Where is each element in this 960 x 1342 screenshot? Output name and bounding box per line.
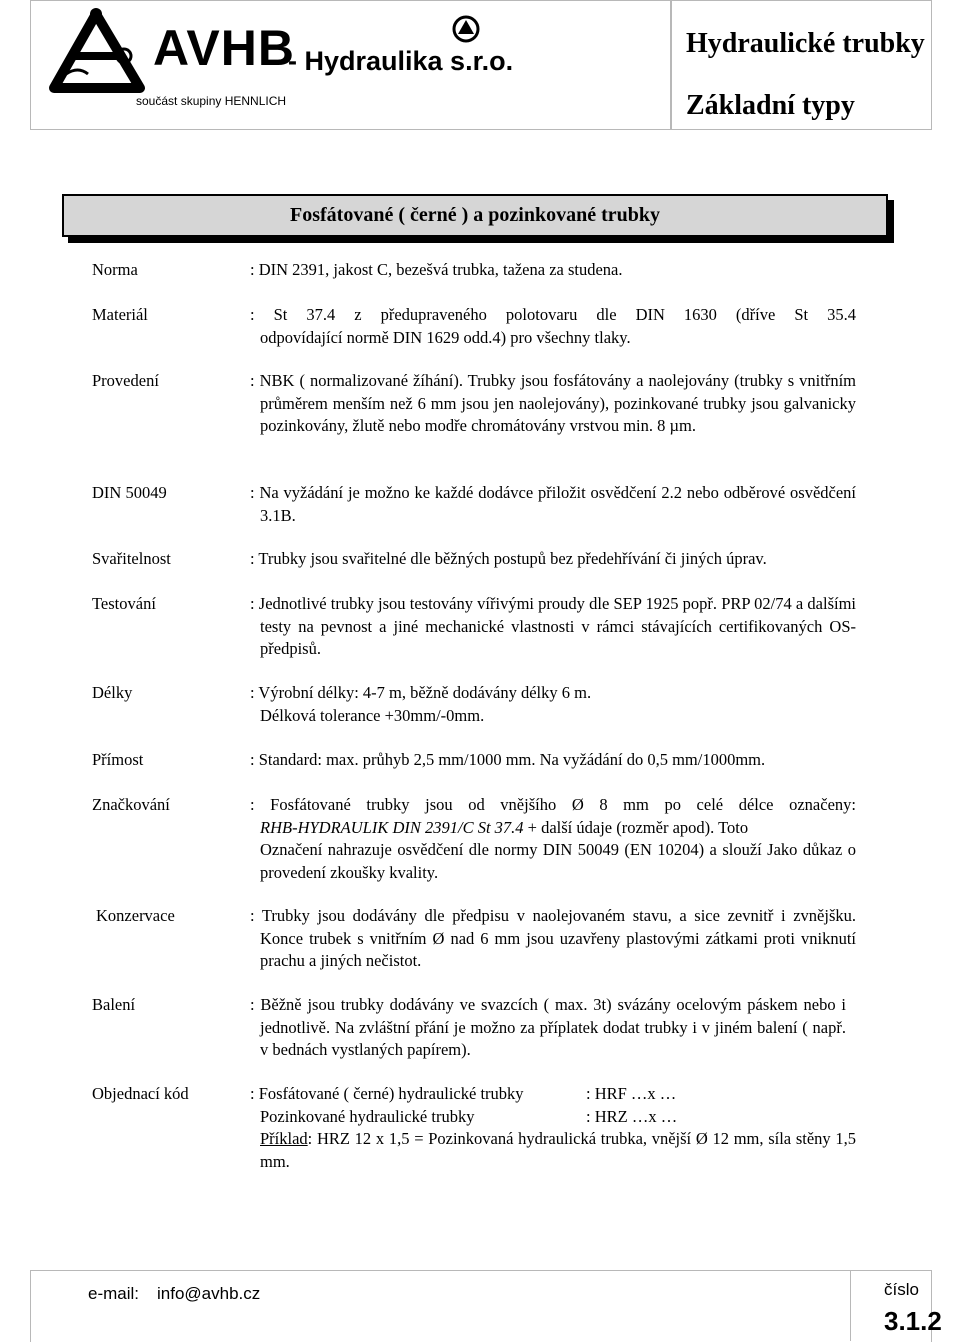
label-testovani: Testování xyxy=(92,594,156,613)
footer-page-number: 3.1.2 xyxy=(884,1306,942,1336)
value-norma: : DIN 2391, jakost C, bezešvá trubka, tažena za studena. xyxy=(250,260,623,279)
marking-code-rest: + další údaje (rozměr apod). Toto xyxy=(523,817,749,837)
label-baleni: Balení xyxy=(92,995,136,1014)
footer-divider xyxy=(850,1270,851,1341)
value-znackovani-line1: : Fosfátované trubky jsou od vnějšího Ø 8 mm po celé délce označeny: xyxy=(250,795,856,814)
value-primost: : Standard: max. průhyb 2,5 mm/1000 mm. Na vyžádání do 0,5 mm/1000mm. xyxy=(250,750,766,769)
value-konzervace: : Trubky jsou dodávány dle předpisu v naolejovaném stavu, a sice zevnitř i zvnějšku. Konce trubek s vnitřním Ø nad 6 mm jsou uzavřeny plastovými zátkami proti vniknutí prachu a jiných nečistot. xyxy=(250,906,856,970)
order-galvanized-code: : HRZ …x … xyxy=(586,1106,678,1126)
value-din50049: : Na vyžádání je možno ke každé dodávce přiložit osvědčení 2.2 nebo odběrové osvědčení 3.1B. xyxy=(250,483,856,525)
marking-code: RHB-HYDRAULIK DIN 2391/C St 37.4 xyxy=(260,817,524,837)
label-material: Materiál xyxy=(92,305,148,324)
value-delky xyxy=(250,682,856,727)
label-objednaci-kod: Objednací kód xyxy=(92,1084,189,1103)
company-logo xyxy=(48,8,514,113)
value-svaritelnost: : Trubky jsou svařitelné dle běžných postupů bez předehřívání či jiných úprav. xyxy=(250,549,767,568)
page-title: Hydraulické trubky xyxy=(686,28,925,59)
value-znackovani xyxy=(250,794,856,884)
label-provedeni: Provedení xyxy=(92,371,159,390)
label-primost: Přímost xyxy=(92,750,144,769)
logo-subtitle: součást skupiny HENNLICH xyxy=(136,94,287,108)
order-phosphated-label: : Fosfátované ( černé) hydraulické trubky xyxy=(250,1084,524,1103)
order-example xyxy=(250,1128,856,1173)
order-line-2 xyxy=(250,1106,856,1129)
page-subtitle: Základní typy xyxy=(686,90,855,121)
logo-emblem-icon xyxy=(451,14,481,48)
label-din50049: DIN 50049 xyxy=(92,483,167,502)
section-banner: Fosfátované ( černé ) a pozinkované trubky xyxy=(62,194,888,237)
logo-company-name: - Hydraulika s.r.o. xyxy=(288,46,514,76)
order-galvanized-label: Pozinkované hydraulické trubky xyxy=(260,1106,475,1126)
value-delky-line1: : Výrobní délky: 4-7 m, běžně dodávány délky 6 m. xyxy=(250,683,592,702)
value-znackovani-line3: Označení nahrazuje osvědčení dle normy DIN 50049 (EN 10204) a slouží Jako důkaz o provedení zkoušky kvality. xyxy=(260,840,856,882)
value-material xyxy=(250,304,856,349)
value-objednaci-kod xyxy=(250,1083,856,1173)
logo-text: AVHB xyxy=(153,20,295,76)
label-svaritelnost: Svařitelnost xyxy=(92,549,171,568)
value-baleni: : Běžně jsou trubky dodávány ve svazcích ( max. 3t) svázány ocelovým páskem nebo i jednotlivě. Na zvláštní přání je možno za příplatek dodat trubky i v jiném balení ( např. v bednách vystlaných papírem). xyxy=(250,995,846,1059)
label-norma: Norma xyxy=(92,260,138,279)
value-delky-line2: Délková tolerance +30mm/-0mm. xyxy=(260,705,485,725)
value-znackovani-line2 xyxy=(250,817,856,840)
label-delky: Délky xyxy=(92,683,133,702)
footer-frame xyxy=(30,1270,932,1342)
label-znackovani: Značkování xyxy=(92,795,170,814)
value-provedeni: : NBK ( normalizované žíhání). Trubky jsou fosfátovány a naolejovány (trubky s vnitřním průměrem menším než 6 mm jsou jen naolejovány), pozinkované trubky jsou galvanicky pozinkovány, žlutě nebo modře chromátovány vrstvou min. 8 µm. xyxy=(250,371,856,435)
value-material-line2: odpovídající normě DIN 1629 odd.4) pro všechny tlaky. xyxy=(260,327,631,347)
example-label: Příklad xyxy=(260,1129,308,1148)
value-testovani: : Jednotlivé trubky jsou testovány vířivými proudy dle SEP 1925 popř. PRP 02/74 a dalšími testy na pevnost a jiné mechanické vlastnosti v rámci stávajících certifikovaných OS-předpisů. xyxy=(250,594,856,658)
logo-triangle-icon xyxy=(48,8,158,98)
footer-email-link[interactable]: info@avhb.cz xyxy=(157,1284,261,1303)
order-phosphated-code: : HRF …x … xyxy=(586,1084,677,1103)
example-text: : HRZ 12 x 1,5 = Pozinkovaná hydraulická trubka, vnější Ø 12 mm, síla stěny 1,5 mm. xyxy=(260,1129,856,1171)
footer-number-label: číslo xyxy=(884,1280,919,1299)
value-material-line1: : St 37.4 z předupraveného polotovaru dle DIN 1630 (dříve St 35.4 xyxy=(250,305,856,324)
label-konzervace: Konzervace xyxy=(96,906,175,925)
order-line-1 xyxy=(250,1083,856,1106)
footer-email-label: e-mail: xyxy=(88,1284,140,1303)
